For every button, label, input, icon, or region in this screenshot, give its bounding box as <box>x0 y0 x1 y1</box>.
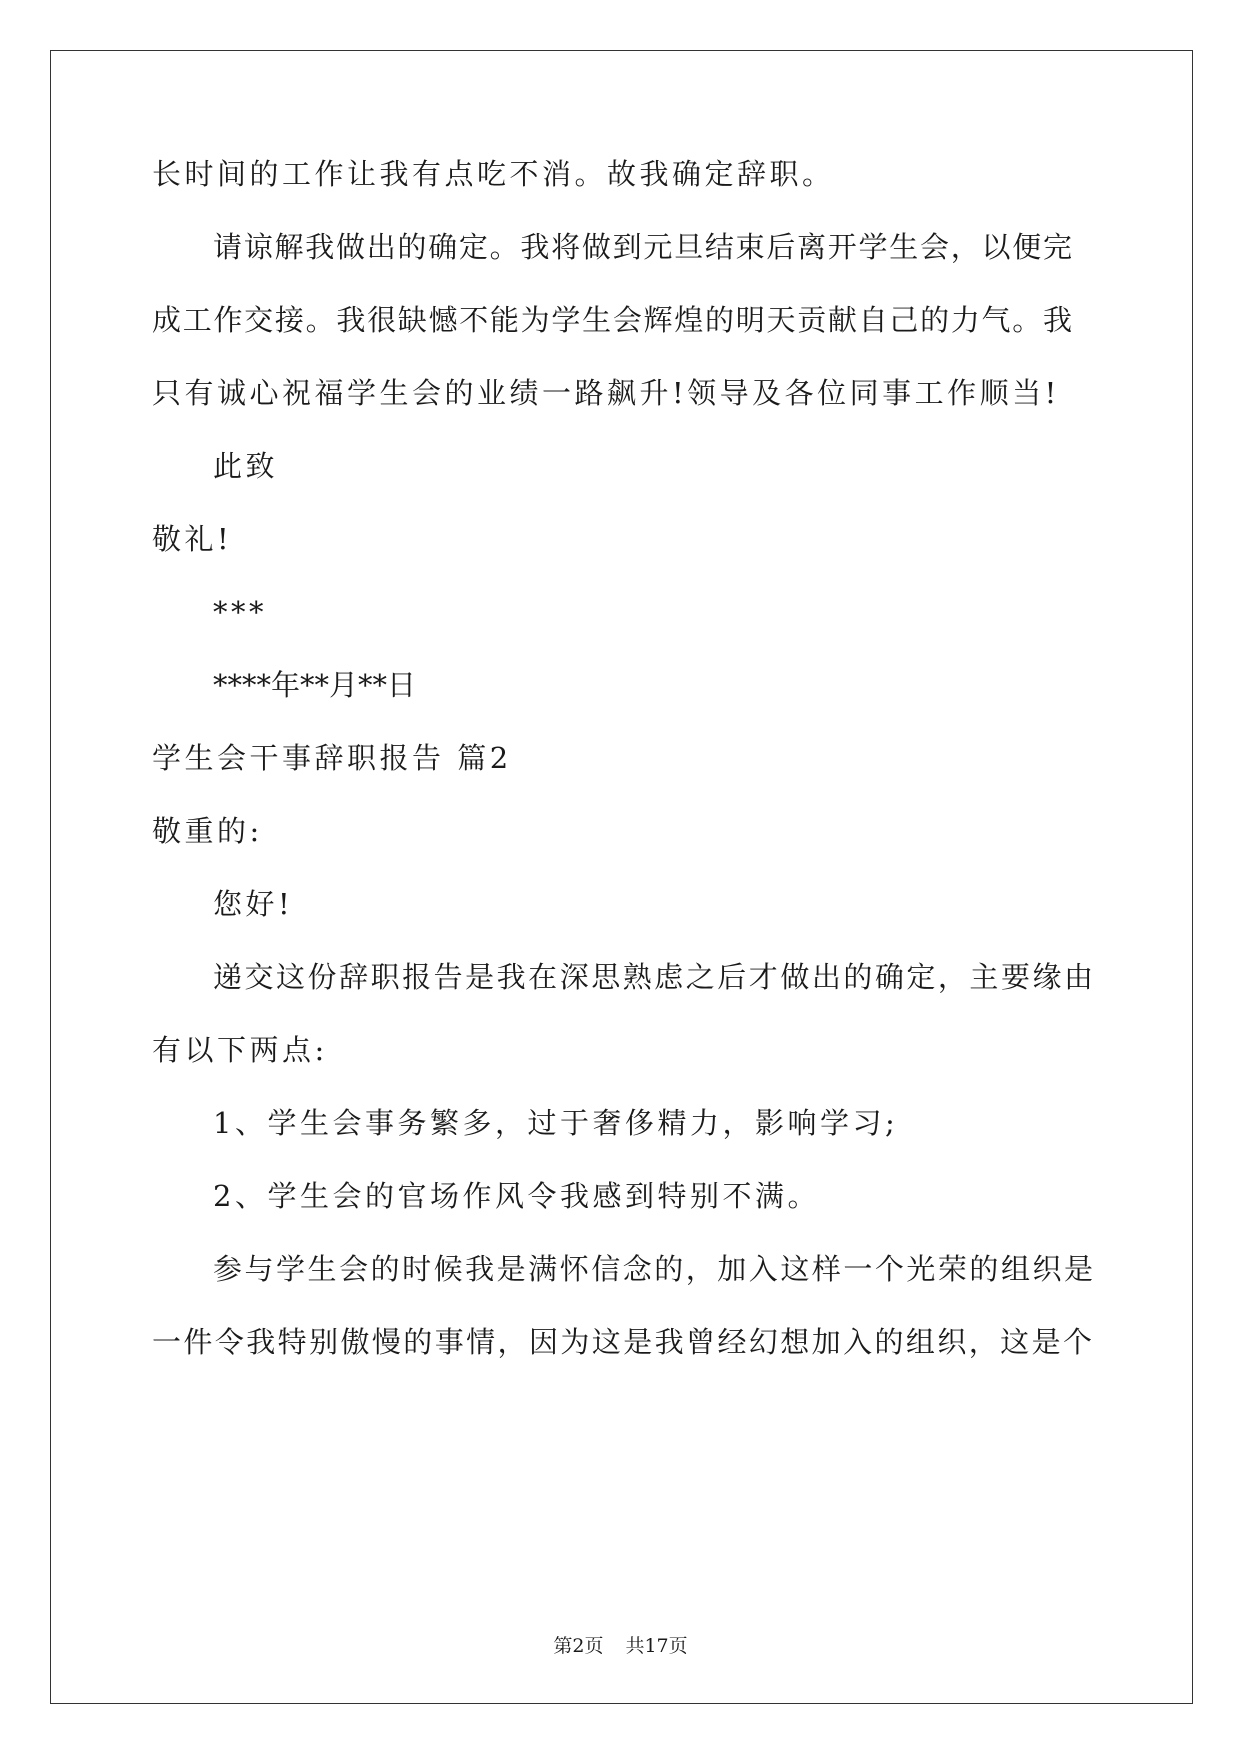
body-line: 一件令我特别傲慢的事情，因为这是我曾经幻想加入的组织，这是个 <box>152 1325 1092 1359</box>
signature-date: ****年**月**日 <box>213 668 417 702</box>
page-footer <box>0 1634 1241 1658</box>
page-border <box>50 50 1193 1704</box>
signature: *** <box>213 595 267 629</box>
body-line: 递交这份辞职报告是我在深思熟虑之后才做出的确定，主要缘由 <box>213 960 1093 994</box>
body-line: 参与学生会的时候我是满怀信念的，加入这样一个光荣的组织是 <box>213 1252 1093 1286</box>
body-line: 长时间的工作让我有点吃不消。故我确定辞职。 <box>152 157 835 191</box>
page-number: 第2页 <box>553 1635 604 1657</box>
greeting: 您好! <box>213 887 294 921</box>
closing-regards: 敬礼! <box>152 522 233 556</box>
section-heading: 学生会干事辞职报告 篇2 <box>152 741 512 775</box>
body-line: 成工作交接。我很缺憾不能为学生会辉煌的明天贡献自己的力气。我 <box>152 303 1072 337</box>
list-item: 2、学生会的官场作风令我感到特别不满。 <box>213 1179 820 1213</box>
body-line: 只有诚心祝福学生会的业绩一路飙升!领导及各位同事工作顺当! <box>152 376 1060 410</box>
page-total: 共17页 <box>625 1635 688 1657</box>
body-line: 请谅解我做出的确定。我将做到元旦结束后离开学生会，以便完 <box>213 230 1072 264</box>
greeting-recipient: 敬重的: <box>152 814 263 848</box>
list-item: 1、学生会事务繁多，过于奢侈精力，影响学习; <box>213 1106 899 1140</box>
body-line: 有以下两点: <box>152 1033 328 1067</box>
closing-salutation: 此致 <box>213 449 279 483</box>
